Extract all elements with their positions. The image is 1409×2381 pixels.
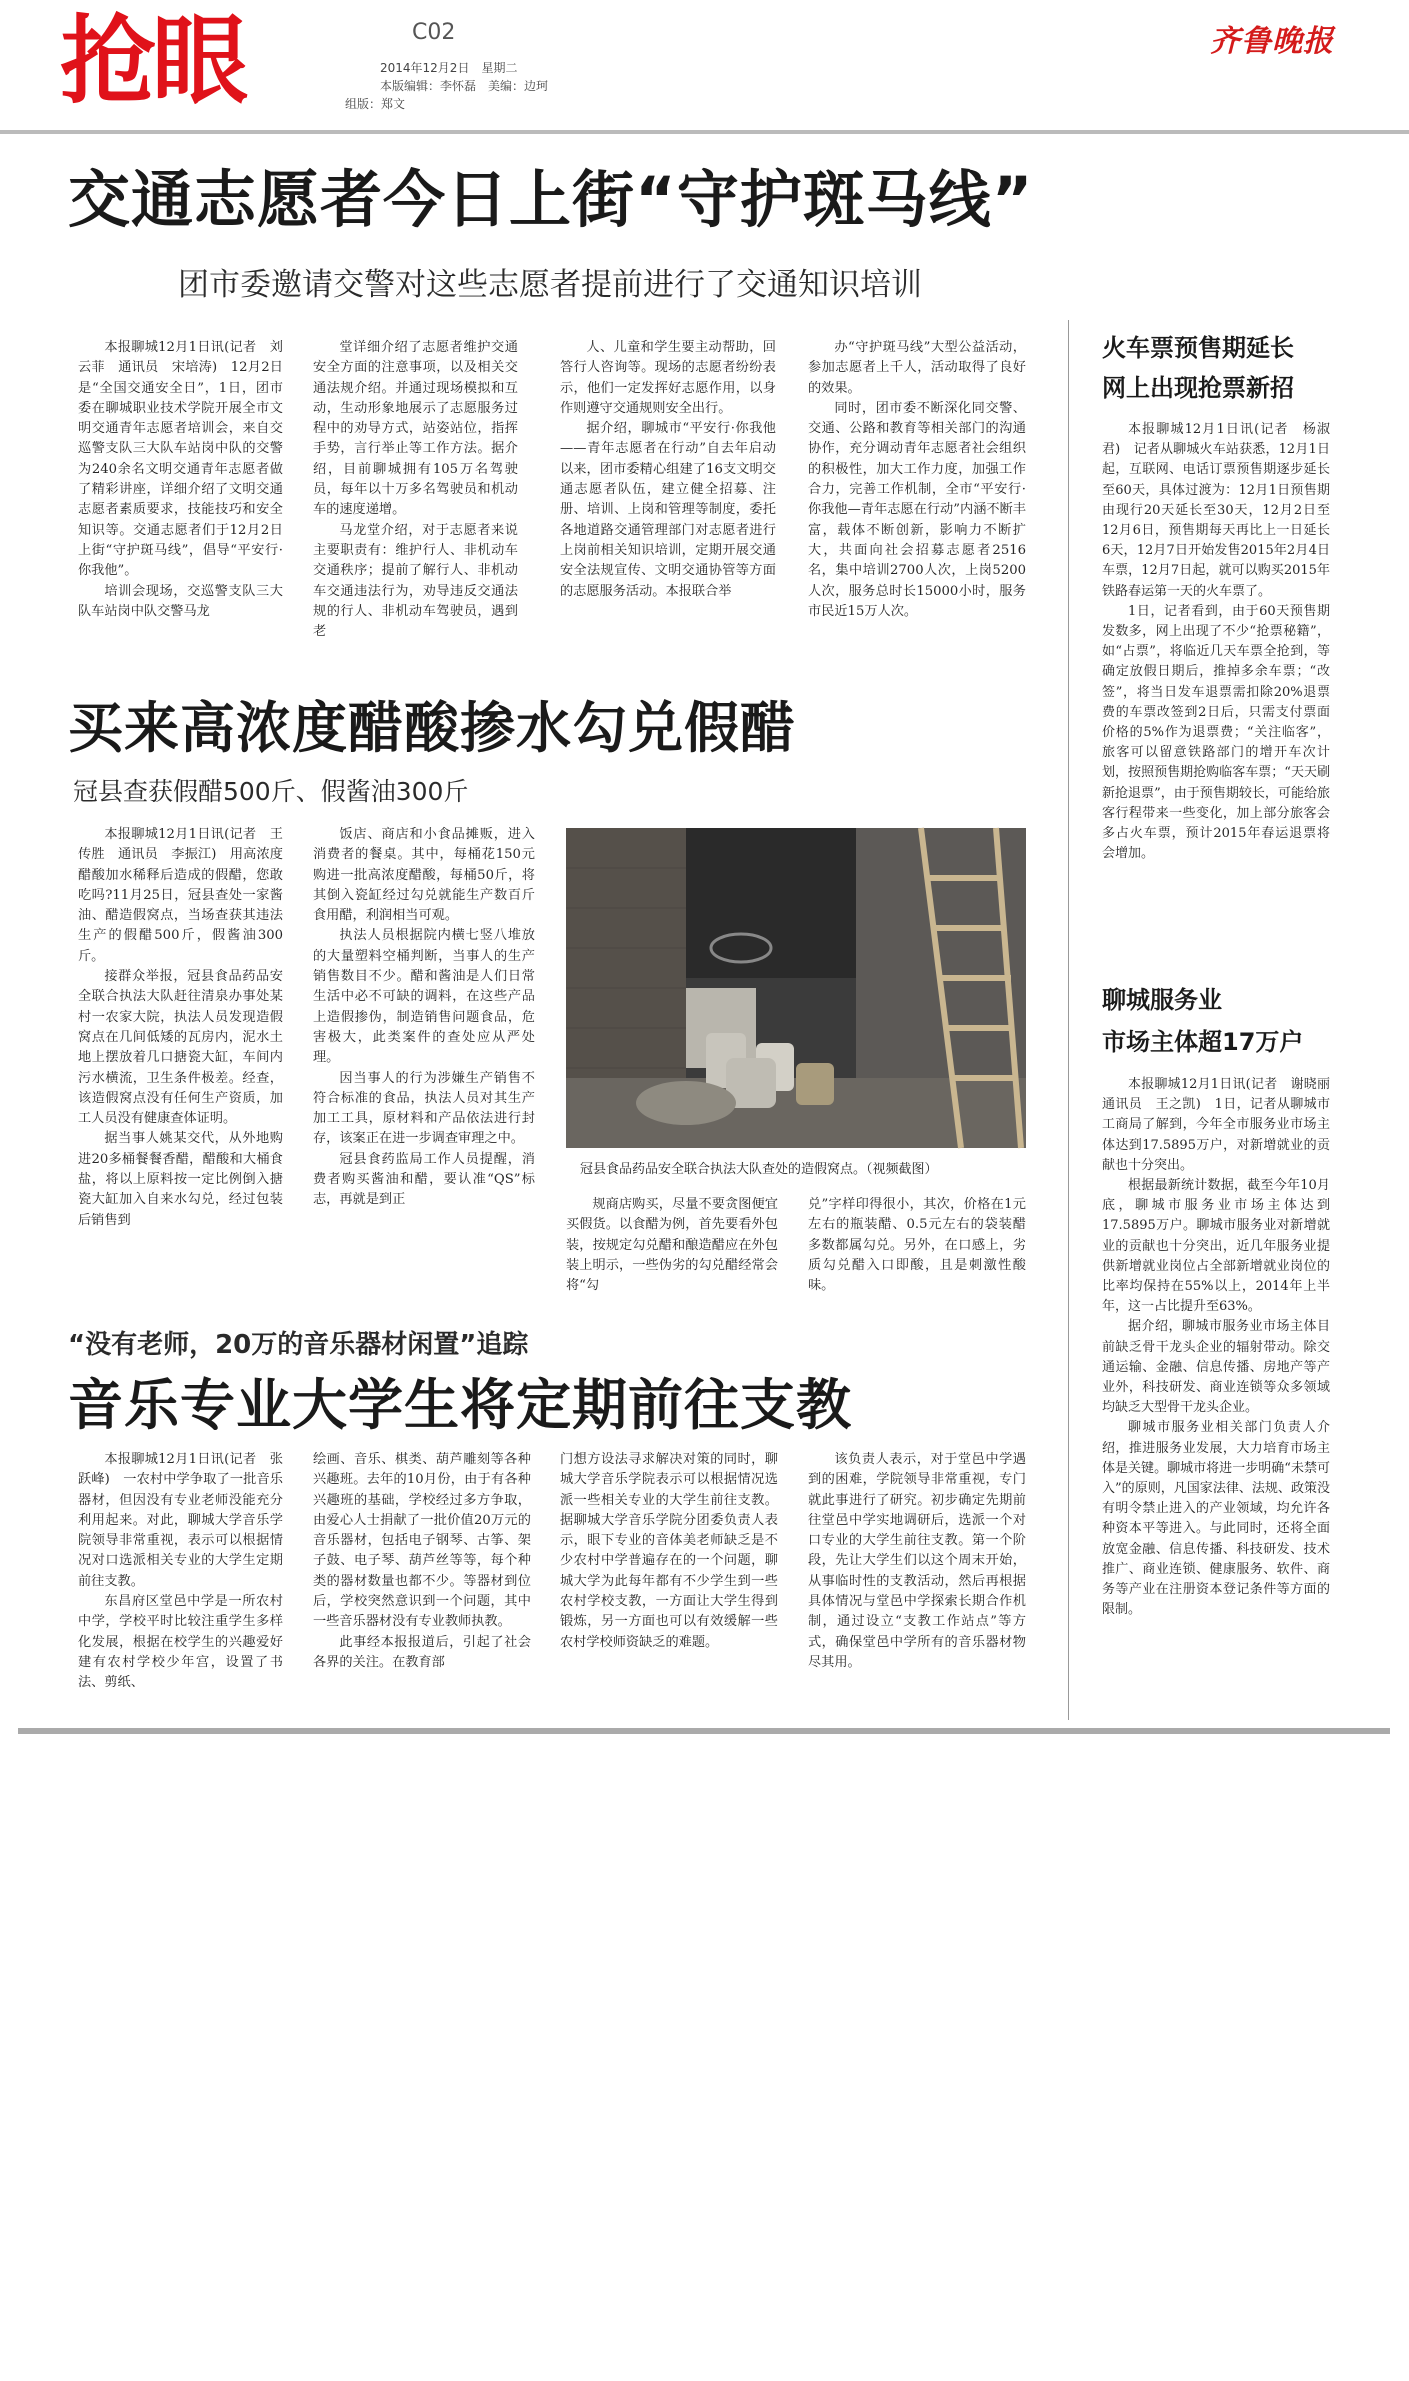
section-logo: 抢眼 (60, 5, 244, 117)
story2-column-2 (313, 825, 535, 1325)
story1-c1-p1: 本报聊城12月1日讯(记者 刘云菲 通讯员 宋培涛) 12月2日是“全国交通安全日”，1日，团市委在聊城职业技术学院开展全市文明交通青年志愿者培训会，来自交巡警支队三大队车站岗中队的交警为240余名文明交通青年志愿者做了精彩讲座，详细介绍了文明交通志愿者素质要求，技能技巧和安全知识等。交通志愿者们于12月2日上街“守护斑马线”，倡导“平安行·你我他”。 (78, 340, 283, 579)
sidebar1-body (1102, 420, 1330, 960)
layout-credit: 组版：郑文 (345, 97, 406, 111)
story3-kicker: “没有老师，20万的音乐器材闲置”追踪 (68, 1330, 529, 1360)
story2-c1-p1: 本报聊城12月1日讯(记者 王传胜 通讯员 李振江) 用高浓度醋酸加水稀释后造成的假醋，您敢吃吗?11月25日，冠县查处一家酱油、醋造假窝点，当场查获其违法生产的假醋500斤，假酱油300斤。 (78, 827, 283, 964)
story1-c3-p1: 人、儿童和学生要主动帮助，回答行人咨询等。现场的志愿者纷纷表示，他们一定发挥好志愿作用，以身作则遵守交通规则安全出行。 (560, 340, 776, 416)
photo-caption: 冠县食品药品安全联合执法大队查处的造假窝点。（视频截图） (580, 1162, 938, 1177)
story1-c1-p2: 培训会现场，交巡警支队三大队车站岗中队交警马龙 (78, 583, 283, 619)
story1-headline: 交通志愿者今日上街“守护斑马线” (68, 163, 1034, 236)
story3-c1-p2: 东昌府区堂邑中学是一所农村中学，学校平时比较注重学生多样化发展，根据在校学生的兴趣爱好建有农村学校少年宫，设置了书法、剪纸、 (78, 1594, 283, 1691)
story2-c2-p4: 冠县食药监局工作人员提醒，消费者购买酱油和醋，要认准“QS”标志，再就是到正 (313, 1151, 535, 1208)
story3-column-2 (313, 1450, 531, 1720)
story2-column-4 (808, 1195, 1026, 1325)
counterfeit-workshop-photo (566, 828, 1026, 1148)
story1-c3-p2: 据介绍，聊城市“平安行·你我他——青年志愿者在行动”自去年启动以来，团市委精心组建了16支文明交通志愿者队伍，建立健全招募、注册、培训、上岗和管理等制度，委托各地道路交通管理部门对志愿者进行上岗前相关知识培训，定期开展交通安全法规宣传、文明交通协管等方面的志愿服务活动。本报联合举 (560, 421, 776, 599)
paper-logo: 齐鲁晚报 (1210, 24, 1334, 59)
sidebar2-headline-line1: 聊城服务业 (1102, 986, 1222, 1014)
story2-c4-p1: 兑”字样印得很小，其次，价格在1元左右的瓶装醋、0.5元左右的袋装醋多数都属勾兑。另外，在口感上，劣质勾兑醋入口即酸，且是刺激性酸味。 (808, 1197, 1026, 1294)
header-rule (0, 130, 1409, 134)
sidebar-divider (1068, 320, 1069, 1720)
story1-column-4 (808, 338, 1026, 668)
story3-column-4 (808, 1450, 1026, 1720)
story1-column-3 (560, 338, 776, 668)
sidebar2-p1: 本报聊城12月1日讯(记者 谢晓丽 通讯员 王之凯) 1日，记者从聊城市工商局了解到，今年全市服务业市场主体达到17.5895万户，对新增就业的贡献也十分突出。 (1102, 1077, 1344, 1173)
story2-subheadline: 冠县查获假醋500斤、假酱油300斤 (73, 777, 469, 806)
story2-c1-p3: 据当事人姚某交代，从外地购进20多桶餐餐香醋，醋酸和大桶食盐，将以上原料按一定比例倒入搪瓷大缸加入自来水勾兑，经过包装后销售到 (78, 1131, 283, 1228)
story1-c2-p1: 堂详细介绍了志愿者维护交通安全方面的注意事项，以及相关交通法规介绍。并通过现场模拟和互动，生动形象地展示了志愿服务过程中的劝导方式，站姿站位，指挥手势，言行举止等工作方法。据介绍，目前聊城拥有105万名驾驶员，每年以十万多名驾驶员和机动车的速度递增。 (313, 340, 518, 518)
story1-c2-p2: 马龙堂介绍，对于志愿者来说主要职责有：维护行人、非机动车交通秩序；提前了解行人、非机动车交通违法行为，劝导违反交通法规的行人、非机动车驾驶员，遇到老 (313, 522, 518, 640)
story2-c1-p2: 接群众举报，冠县食品药品安全联合执法大队赶往清泉办事处某村一农家大院，执法人员发现造假窝点在几间低矮的瓦房内，泥水土地上摆放着几口搪瓷大缸，车间内污水横流，卫生条件极差。经查，该造假窝点没有任何生产资质，加工人员没有健康查体证明。 (78, 969, 283, 1127)
footer-rule (18, 1728, 1390, 1734)
story3-c4-p1: 该负责人表示，对于堂邑中学遇到的困难，学院领导非常重视，专门就此事进行了研究。初步确定先期前往堂邑中学实地调研后，选派一个对口专业的大学生前往支教。第一个阶段，先让大学生们以这个周末开始，从事临时性的支教活动，然后再根据具体情况与堂邑中学探索长期合作机制，通过设立“支教工作站点”等方式，确保堂邑中学所有的音乐器材物尽其用。 (808, 1452, 1026, 1670)
story2-headline: 买来高浓度醋酸掺水勾兑假醋 (68, 696, 797, 760)
story3-column-3 (560, 1450, 778, 1720)
story2-c2-p1: 饭店、商店和小食品摊贩，进入消费者的餐桌。其中，每桶花150元购进一批高浓度醋酸，每桶50斤，将其倒入瓷缸经过勾兑就能生产数百斤食用醋，利润相当可观。 (313, 827, 535, 924)
story2-c3-p1: 规商店购买，尽量不要贪图便宜买假货。以食醋为例，首先要看外包装，按规定勾兑醋和酿造醋应在外包装上明示，一些伪劣的勾兑醋经常会将“勾 (566, 1197, 778, 1294)
story2-column-1 (78, 825, 283, 1325)
story3-headline: 音乐专业大学生将定期前往支教 (68, 1373, 853, 1437)
sidebar1-headline-line2: 网上出现抢票新招 (1102, 374, 1294, 402)
sidebar1-p1: 本报聊城12月1日讯(记者 杨淑君) 记者从聊城火车站获悉，12月1日起，互联网、电话订票预售期逐步延长至60天，具体过渡为：12月1日预售期由现行20天延长至30天，12月2日至12月6日，预售期每天再比上一日延长6天，12月7日开始发售2015年2月4日车票，12月7日起，就可以购买2015年铁路春运第一天的火车票了。 (1102, 422, 1330, 599)
workshop-scene-illustration (566, 828, 1026, 1148)
story3-c2-p2: 此事经本报报道后，引起了社会各界的关注。在教育部 (313, 1634, 531, 1670)
sidebar1-p2: 1日，记者看到，由于60天预售期发数多，网上出现了不少“抢票秘籍”，如“占票”，将临近几天车票全抢到，等确定放假日期后，推掉多余车票；“改签”，将当日发车退票需扣除20%退票费的车票改签到2日后，只需支付票面价格的5%作为退票费；“关注临客”，旅客可以留意铁路部门的增开车次计划，按照预售期抢购临客车票；“天天刷新抢退票”，由于预售期较长，可能给旅客行程带来一些变化，加上部分旅客会多占火车票，预计2015年春运退票将会增加。 (1102, 603, 1330, 862)
sidebar1-headline-line1: 火车票预售期延长 (1102, 334, 1294, 362)
page-number: C02 (412, 20, 456, 45)
sidebar2-p3: 据介绍，聊城市服务业市场主体目前缺乏骨干龙头企业的辐射带动。除交通运输、金融、信息传播、房地产等产业外，科技研发、商业连锁等众多领域均缺乏大型骨干龙头企业。 (1102, 1319, 1330, 1416)
sidebar2-p4: 聊城市服务业相关部门负责人介绍，推进服务业发展，大力培育市场主体是关键。聊城市将进一步明确“未禁可入”的原则，凡国家法律、法规、政策没有明令禁止进入的产业领域，均允许各种资本平等进入。与此同时，还将全面放宽金融、信息传播、科技研发、技术推广、商业连锁、健康服务、软件、商务等产业在注册资本登记条件等方面的限制。 (1102, 1420, 1330, 1618)
story2-c2-p2: 执法人员根据院内横七竖八堆放的大量塑料空桶判断，当事人的生产销售数目不少。醋和酱油是人们日常生活中必不可缺的调料，在这些产品上造假掺伪，制造销售问题食品，危害极大，此类案件的查处应从严处理。 (313, 928, 535, 1066)
story3-c1-p1: 本报聊城12月1日讯(记者 张跃峰) 一农村中学争取了一批音乐器材，但因没有专业老师没能充分利用起来。对此，聊城大学音乐学院领导非常重视，表示可以根据情况对口选派相关专业的大学生定期前往支教。 (78, 1452, 283, 1589)
editors-credit: 本版编辑：李怀磊 美编：边珂 (380, 79, 549, 93)
story3-c3-p1: 门想方设法寻求解决对策的同时，聊城大学音乐学院表示可以根据情况选派一些相关专业的大学生前往支教。据聊城大学音乐学院分团委负责人表示，眼下专业的音体美老师缺乏是不少农村中学普遍存在的一个问题，聊城大学为此每年都有不少学生到一些农村学校支教，一方面让大学生得到锻炼，另一方面也可以有效缓解一些农村学校师资缺乏的难题。 (560, 1452, 778, 1650)
issue-date: 2014年12月2日 星期二 (380, 61, 518, 75)
story1-column-2 (313, 338, 518, 668)
sidebar2-body (1102, 1075, 1344, 1720)
story1-c4-p2: 同时，团市委不断深化同交警、交通、公路和教育等相关部门的沟通协作，充分调动青年志愿者社会组织的积极性，加大工作力度，加强工作合力，完善工作机制，全市“平安行·你我他—青年志愿在行动”内涵不断丰富，载体不断创新，影响力不断扩大，共面向社会招募志愿者2516名，集中培训2700人次，上岗5200人次，服务总时长15000小时，服务市民近15万人次。 (808, 400, 1026, 619)
story3-column-1 (78, 1450, 283, 1720)
sidebar2-p2: 根据最新统计数据，截至今年10月底，聊城市服务业市场主体达到17.5895万户。聊城市服务业对新增就业的贡献也十分突出，近几年服务业提供新增就业岗位占全部新增就业岗位的比率均保持在55%以上，2014年上半年，这一占比提升至63%。 (1102, 1178, 1330, 1315)
story2-c2-p3: 因当事人的行为涉嫌生产销售不符合标准的食品，执法人员对其生产加工工具，原材料和产品依法进行封存，该案正在进一步调查审理之中。 (313, 1070, 535, 1147)
story1-column-1 (78, 338, 283, 668)
story1-c4-p1: 办“守护斑马线”大型公益活动，参加志愿者上千人，活动取得了良好的效果。 (808, 340, 1026, 396)
story2-column-3 (566, 1195, 778, 1325)
story3-c2-p1: 绘画、音乐、棋类、葫芦雕刻等各种兴趣班。去年的10月份，由于有各种兴趣班的基础，学校经过多方争取，由爱心人士捐献了一批价值20万元的音乐器材，包括电子钢琴、古筝、架子鼓、电子琴、葫芦丝等等，每个种类的器材数量也都不少。等器材到位后，学校突然意识到一个问题，其中一些音乐器材没有专业教师执教。 (313, 1452, 531, 1630)
sidebar2-headline-line2: 市场主体超17万户 (1102, 1028, 1304, 1056)
story1-subheadline: 团市委邀请交警对这些志愿者提前进行了交通知识培训 (178, 267, 922, 303)
